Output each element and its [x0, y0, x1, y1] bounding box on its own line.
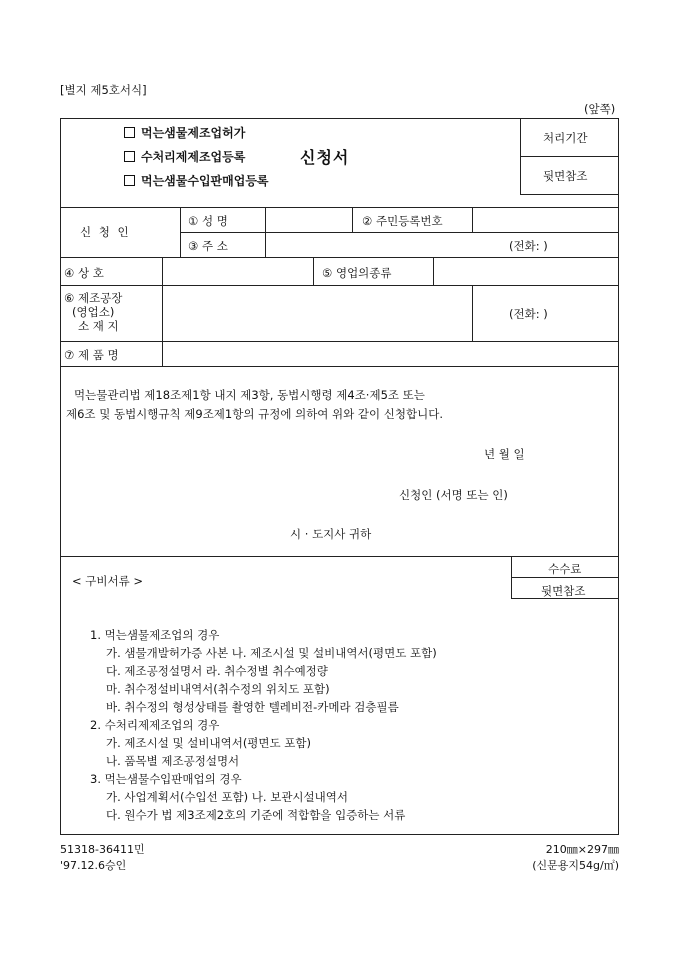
page-side-label: (앞쪽)	[584, 102, 616, 116]
resident-number-field[interactable]	[476, 210, 614, 230]
doc-line: 가. 사업계획서(수입선 포함) 나. 보관시설내역서	[106, 790, 348, 804]
declaration-line-1: 먹는물관리법 제18조제1항 내지 제3항, 동법시행령 제4조·제5조 또는	[74, 388, 425, 402]
trade-name-label: ④ 상 호	[64, 266, 104, 280]
trade-name-field[interactable]	[166, 260, 308, 282]
fee-label: 수수료	[548, 562, 582, 576]
checkbox-item-1[interactable]: 먹는샘물제조업허가	[124, 124, 245, 141]
name-label: ① 성 명	[188, 214, 228, 228]
business-type-label: ⑤ 영업의종류	[322, 266, 392, 280]
declaration-line-2: 제6조 및 동법시행규칙 제9조제1항의 규정에 의하여 위와 같이 신청합니다.	[66, 407, 444, 421]
doc-line: 가. 제조시설 및 설비내역서(평면도 포함)	[106, 736, 311, 750]
form-title: 신청서	[300, 148, 350, 167]
checkbox-icon[interactable]	[124, 127, 135, 138]
name-field[interactable]	[270, 210, 348, 230]
applicant-label: 신 청 인	[80, 225, 131, 239]
product-name-field[interactable]	[166, 344, 614, 364]
doc-line: 다. 제조공정설명서 라. 취수정별 취수예정량	[106, 664, 328, 678]
doc-line: 1. 먹는샘물제조업의 경우	[90, 628, 220, 642]
applicant-signature-line: 신청인 (서명 또는 인)	[399, 488, 508, 502]
address-field[interactable]	[270, 235, 490, 255]
doc-line: 가. 샘물개발허가증 사본 나. 제조시설 및 설비내역서(평면도 포함)	[106, 646, 437, 660]
product-name-label: ⑦ 제 품 명	[64, 348, 119, 362]
processing-period-value: 뒷면참조	[543, 169, 588, 183]
doc-line: 마. 취수정설비내역서(취수정의 위치도 포함)	[106, 682, 330, 696]
paper-type: (신문용지54g/㎡)	[532, 859, 619, 872]
paper-size: 210㎜×297㎜	[545, 843, 619, 856]
required-docs-header: < 구비서류 >	[72, 574, 144, 588]
address-label: ③ 주 소	[188, 239, 228, 253]
approval-date: '97.12.6승인	[60, 859, 127, 872]
checkbox-icon[interactable]	[124, 175, 135, 186]
form-number: [별지 제5호서식]	[60, 83, 147, 97]
factory-location-label: ⑥ 제조공장 (영업소) 소 재 지	[64, 291, 123, 333]
checkbox-item-3[interactable]: 먹는샘물수입판매업등록	[124, 172, 269, 189]
business-type-field[interactable]	[438, 260, 614, 282]
date-line: 년 월 일	[484, 447, 525, 461]
recipient-line: 시 · 도지사 귀하	[290, 527, 372, 541]
doc-line: 2. 수처리제제조업의 경우	[90, 718, 220, 732]
processing-period-label: 처리기간	[543, 131, 588, 145]
resident-number-label: ② 주민등록번호	[362, 214, 443, 228]
factory-phone: (전화: )	[509, 307, 548, 321]
doc-line: 3. 먹는샘물수입판매업의 경우	[90, 772, 242, 786]
doc-line: 다. 원수가 법 제3조제2호의 기준에 적합함을 입증하는 서류	[106, 808, 406, 822]
checkbox-icon[interactable]	[124, 151, 135, 162]
factory-location-field[interactable]	[166, 288, 468, 338]
doc-line: 나. 품목별 제조공정설명서	[106, 754, 240, 768]
form-code: 51318-36411민	[60, 843, 145, 856]
doc-line: 바. 취수정의 형성상태를 촬영한 텔레비전-카메라 검층필름	[106, 700, 399, 714]
fee-value: 뒷면참조	[541, 584, 586, 598]
address-phone: (전화: )	[509, 239, 548, 253]
checkbox-item-2[interactable]: 수처리제제조업등록	[124, 148, 245, 165]
